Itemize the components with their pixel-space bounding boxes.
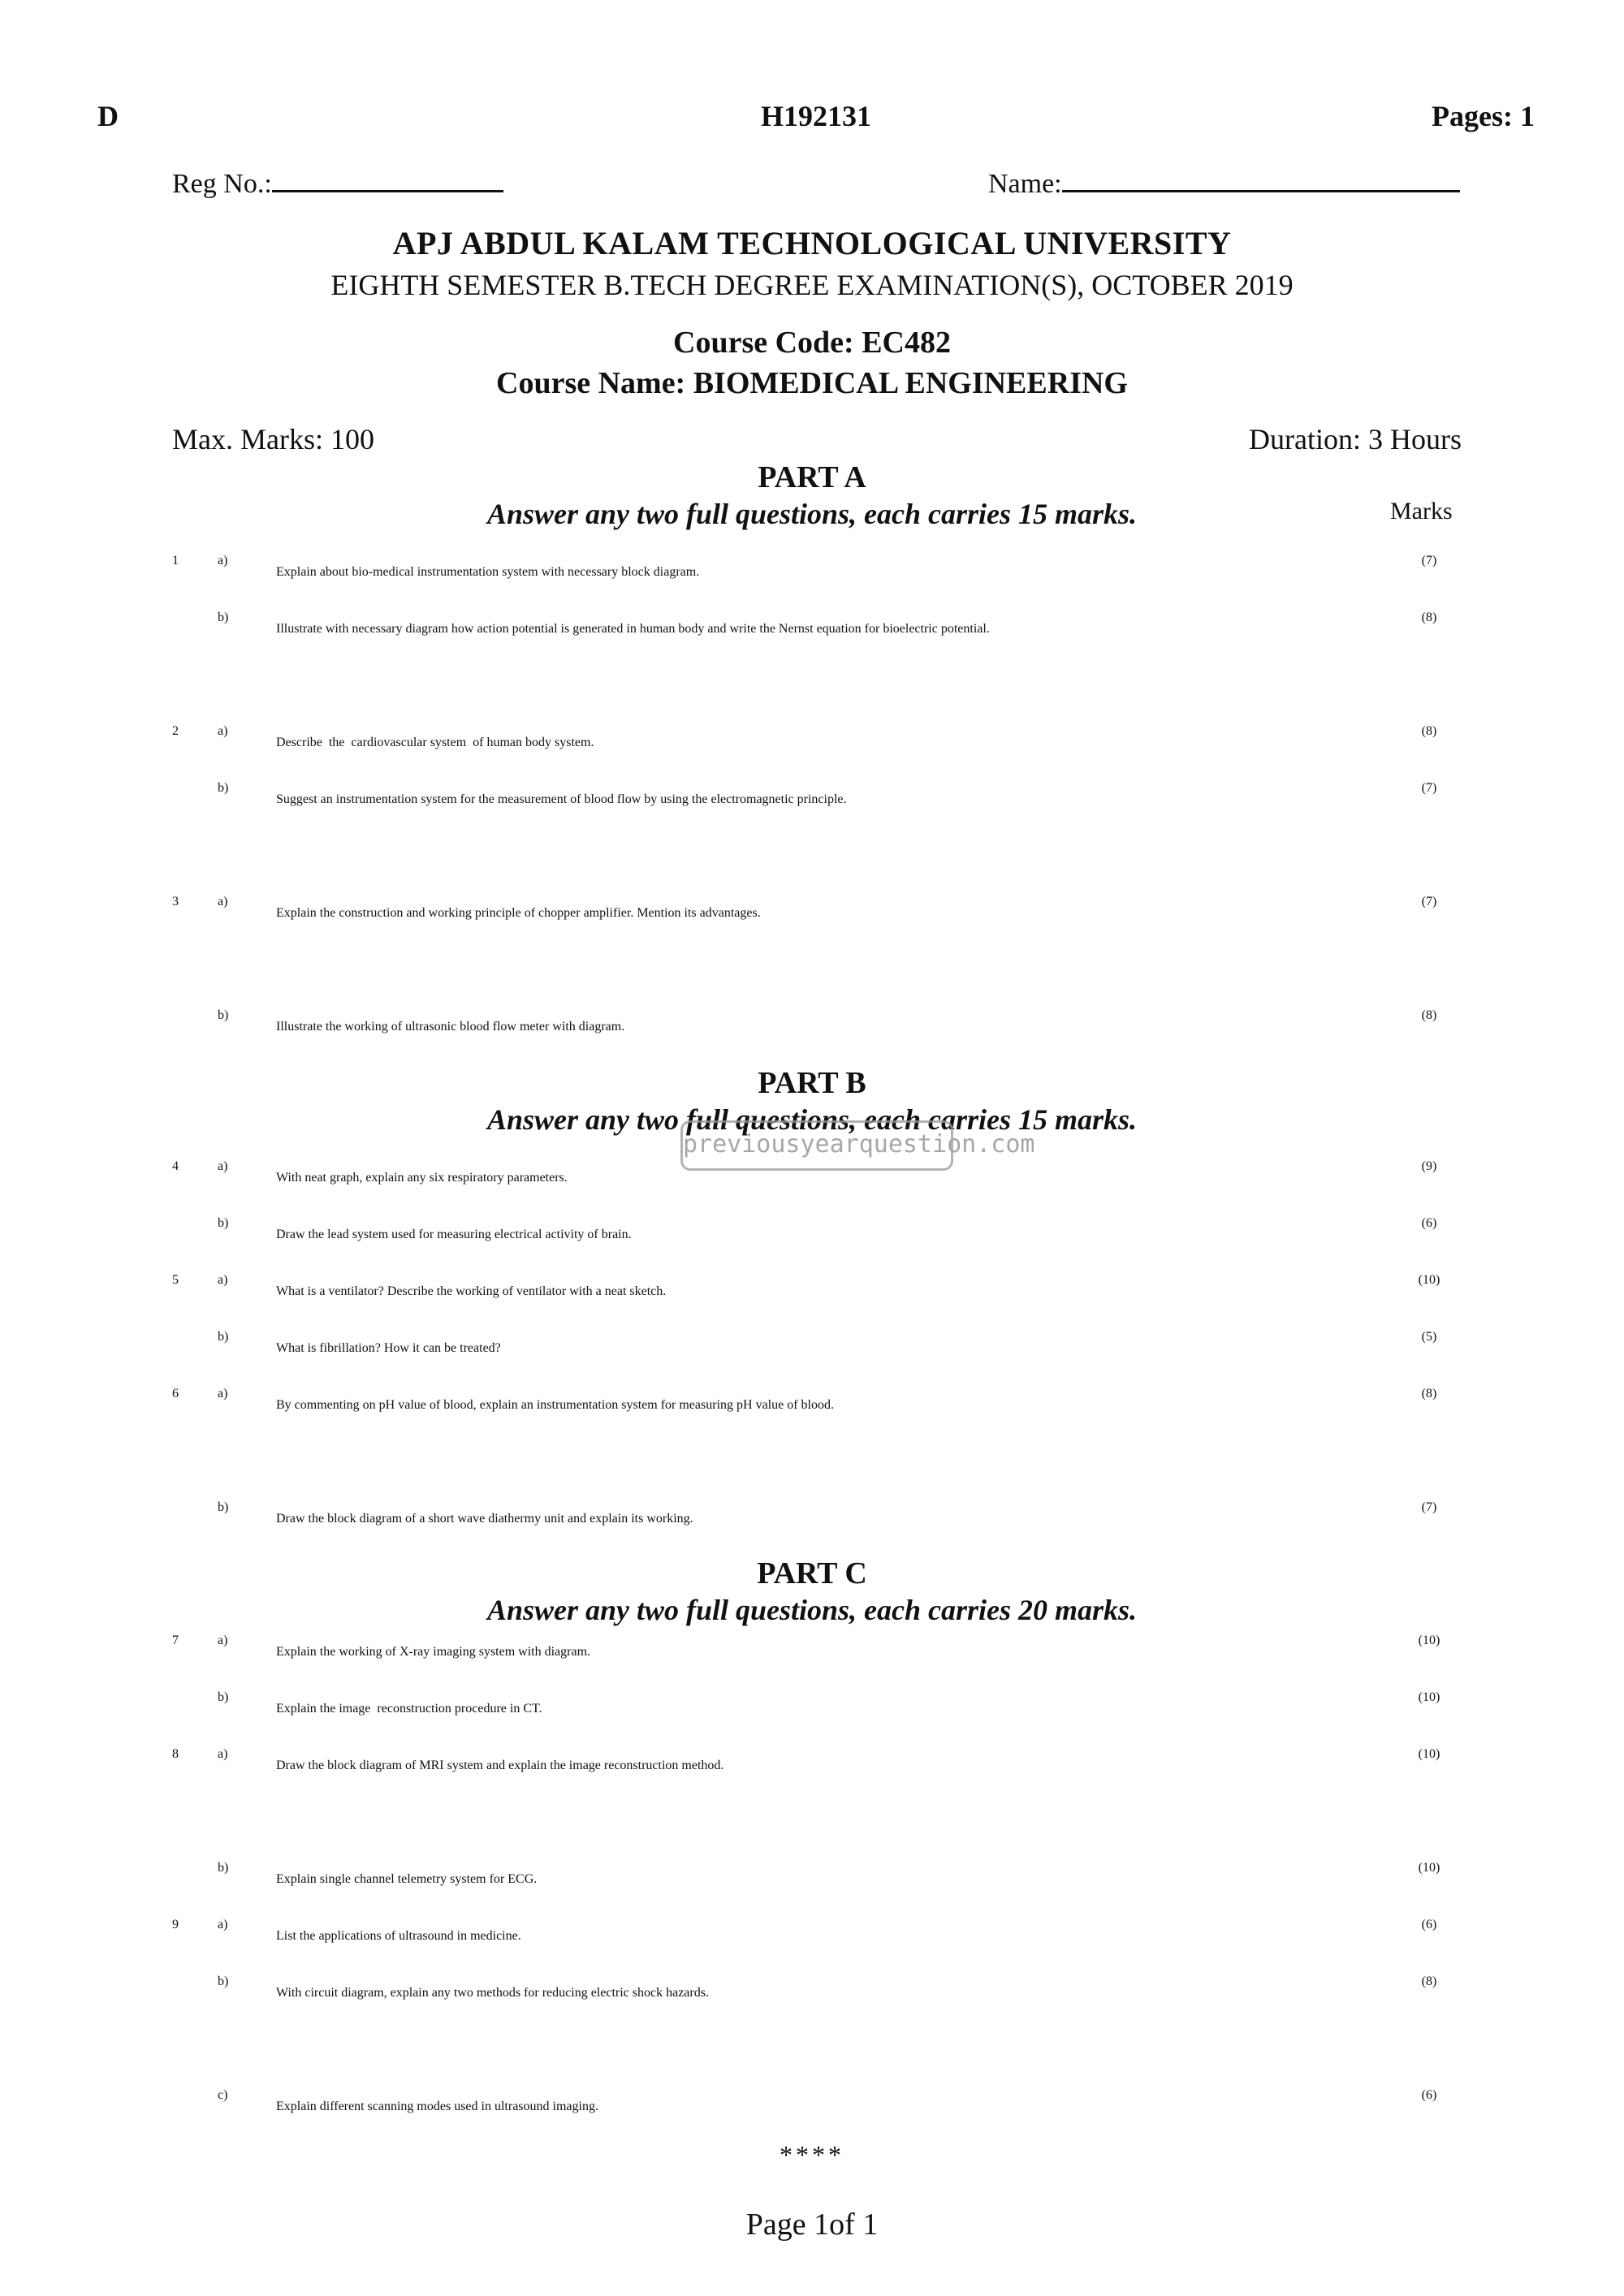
question-text: By commenting on pH value of blood, explain an instrumentation system for measuring pH value of blood. xyxy=(276,1398,834,1412)
university-name: APJ ABDUL KALAM TECHNOLOGICAL UNIVERSITY xyxy=(392,225,1232,261)
question-sub: a) xyxy=(218,1918,228,1931)
question-text: Draw the lead system used for measuring electrical activity of brain. xyxy=(276,1228,632,1241)
part-a-instruction: Answer any two full questions, each carries 15 marks. xyxy=(486,498,1138,530)
question-sub: a) xyxy=(218,554,228,568)
question-marks: (7) xyxy=(1421,781,1437,795)
question-marks: (10) xyxy=(1418,1690,1440,1704)
name-field xyxy=(988,166,1460,200)
question-sub: b) xyxy=(218,1216,229,1230)
question-marks: (6) xyxy=(1421,1918,1437,1931)
question-marks: (8) xyxy=(1421,724,1437,738)
part-b-instruction: Answer any two full questions, each carries 15 marks. xyxy=(486,1103,1138,1136)
course-code: Course Code: EC482 xyxy=(673,326,951,360)
paper-header xyxy=(97,99,1535,140)
paper-set: D xyxy=(97,100,119,132)
question-sub: a) xyxy=(218,1747,228,1761)
question-number: 5 xyxy=(172,1273,179,1287)
question-marks: (7) xyxy=(1421,554,1437,568)
question-marks: (5) xyxy=(1421,1330,1437,1344)
question-row xyxy=(0,1159,1624,1200)
question-row xyxy=(0,554,1624,594)
question-text: With circuit diagram, explain any two methods for reducing electric shock hazards. xyxy=(276,1986,709,2000)
question-marks: (8) xyxy=(1421,1387,1437,1400)
question-row xyxy=(0,1216,1624,1257)
question-marks: (10) xyxy=(1418,1861,1440,1875)
question-marks: (7) xyxy=(1421,1500,1437,1514)
name-blank xyxy=(1062,166,1460,192)
question-row xyxy=(0,1273,1624,1314)
page-footer: Page 1of 1 xyxy=(745,2208,879,2242)
end-mark: **** xyxy=(780,2140,844,2169)
question-row xyxy=(0,1500,1624,1541)
page-count: Pages: 1 xyxy=(1432,100,1535,132)
question-text: Explain about bio-medical instrumentation system with necessary block diagram. xyxy=(276,565,700,579)
question-number: 6 xyxy=(172,1387,179,1400)
question-marks: (9) xyxy=(1421,1159,1437,1173)
question-row xyxy=(0,611,1624,651)
question-marks: (6) xyxy=(1421,1216,1437,1230)
question-row xyxy=(0,1008,1624,1049)
marks-duration-row xyxy=(172,422,1462,461)
question-sub: a) xyxy=(218,1159,228,1173)
question-row xyxy=(0,1634,1624,1674)
question-sub: b) xyxy=(218,611,229,624)
question-marks: (6) xyxy=(1421,2088,1437,2102)
question-row xyxy=(0,895,1624,935)
question-sub: b) xyxy=(218,1500,229,1514)
part-c-title: PART C xyxy=(757,1556,867,1590)
question-text: Explain different scanning modes used in ultrasound imaging. xyxy=(276,2100,598,2113)
question-row xyxy=(0,1690,1624,1731)
question-sub: a) xyxy=(218,1387,228,1400)
question-text: List the applications of ultrasound in medicine. xyxy=(276,1929,521,1943)
question-sub: b) xyxy=(218,1330,229,1344)
question-number: 1 xyxy=(172,554,179,568)
part-c-instruction: Answer any two full questions, each carries 20 marks. xyxy=(486,1594,1138,1626)
question-text: What is a ventilator? Describe the working of ventilator with a neat sketch. xyxy=(276,1284,667,1298)
question-text: Explain the construction and working principle of chopper amplifier. Mention its advantages. xyxy=(276,906,761,920)
question-marks: (8) xyxy=(1421,1008,1437,1022)
question-sub: a) xyxy=(218,1634,228,1647)
question-row xyxy=(0,2088,1624,2129)
question-number: 3 xyxy=(172,895,179,908)
question-sub: a) xyxy=(218,1273,228,1287)
question-text: Explain single channel telemetry system for ECG. xyxy=(276,1872,538,1886)
exam-title: EIGHTH SEMESTER B.TECH DEGREE EXAMINATION(S), OCTOBER 2019 xyxy=(330,269,1294,301)
question-row xyxy=(0,1387,1624,1427)
marks-column-header: Marks xyxy=(1390,498,1453,524)
part-b-title: PART B xyxy=(758,1066,866,1100)
question-sub: b) xyxy=(218,1861,229,1875)
question-text: Explain the image reconstruction procedure in CT. xyxy=(276,1702,542,1716)
question-sub: a) xyxy=(218,895,228,908)
question-marks: (8) xyxy=(1421,611,1437,624)
question-row xyxy=(0,1861,1624,1901)
question-text: Illustrate with necessary diagram how action potential is generated in human body and write the Nernst equation for bioelectric potential. xyxy=(276,622,990,636)
question-text: Draw the block diagram of MRI system and explain the image reconstruction method. xyxy=(276,1759,724,1772)
question-row xyxy=(0,1330,1624,1370)
question-sub: b) xyxy=(218,1690,229,1704)
question-text: Suggest an instrumentation system for the measurement of blood flow by using the electromagnetic principle. xyxy=(276,792,847,806)
name-label: Name: xyxy=(988,169,1062,199)
question-sub: b) xyxy=(218,1008,229,1022)
question-marks: (10) xyxy=(1418,1747,1440,1761)
watermark-stamp: previousyearquestion.com xyxy=(680,1120,953,1171)
question-row xyxy=(0,781,1624,822)
question-number: 7 xyxy=(172,1634,179,1647)
question-text: With neat graph, explain any six respiratory parameters. xyxy=(276,1171,568,1185)
question-row xyxy=(0,1974,1624,2015)
course-name: Course Name: BIOMEDICAL ENGINEERING xyxy=(496,366,1128,400)
question-text: Describe the cardiovascular system of human body system. xyxy=(276,736,594,749)
question-number: 2 xyxy=(172,724,179,738)
question-number: 9 xyxy=(172,1918,179,1931)
question-row xyxy=(0,1918,1624,1958)
question-number: 8 xyxy=(172,1747,179,1761)
reg-no-field xyxy=(172,166,503,200)
question-number: 4 xyxy=(172,1159,179,1173)
question-sub: a) xyxy=(218,724,228,738)
question-row xyxy=(0,1747,1624,1788)
candidate-fields xyxy=(172,166,1462,205)
question-sub: b) xyxy=(218,1974,229,1988)
max-marks: Max. Marks: 100 xyxy=(172,423,374,455)
question-text: Draw the block diagram of a short wave diathermy unit and explain its working. xyxy=(276,1512,693,1526)
question-marks: (10) xyxy=(1418,1273,1440,1287)
question-sub: b) xyxy=(218,781,229,795)
question-marks: (7) xyxy=(1421,895,1437,908)
question-row xyxy=(0,724,1624,765)
paper-code: H192131 xyxy=(760,100,871,132)
part-a-title: PART A xyxy=(758,460,866,494)
question-text: What is fibrillation? How it can be treated? xyxy=(276,1341,501,1355)
question-text: Explain the working of X-ray imaging system with diagram. xyxy=(276,1645,591,1659)
question-marks: (10) xyxy=(1418,1634,1440,1647)
question-marks: (8) xyxy=(1421,1974,1437,1988)
duration: Duration: 3 Hours xyxy=(1249,423,1462,455)
question-text: Illustrate the working of ultrasonic blood flow meter with diagram. xyxy=(276,1020,625,1034)
reg-no-label: Reg No.: xyxy=(172,169,272,199)
question-sub: c) xyxy=(218,2088,228,2102)
reg-no-blank xyxy=(272,166,503,192)
